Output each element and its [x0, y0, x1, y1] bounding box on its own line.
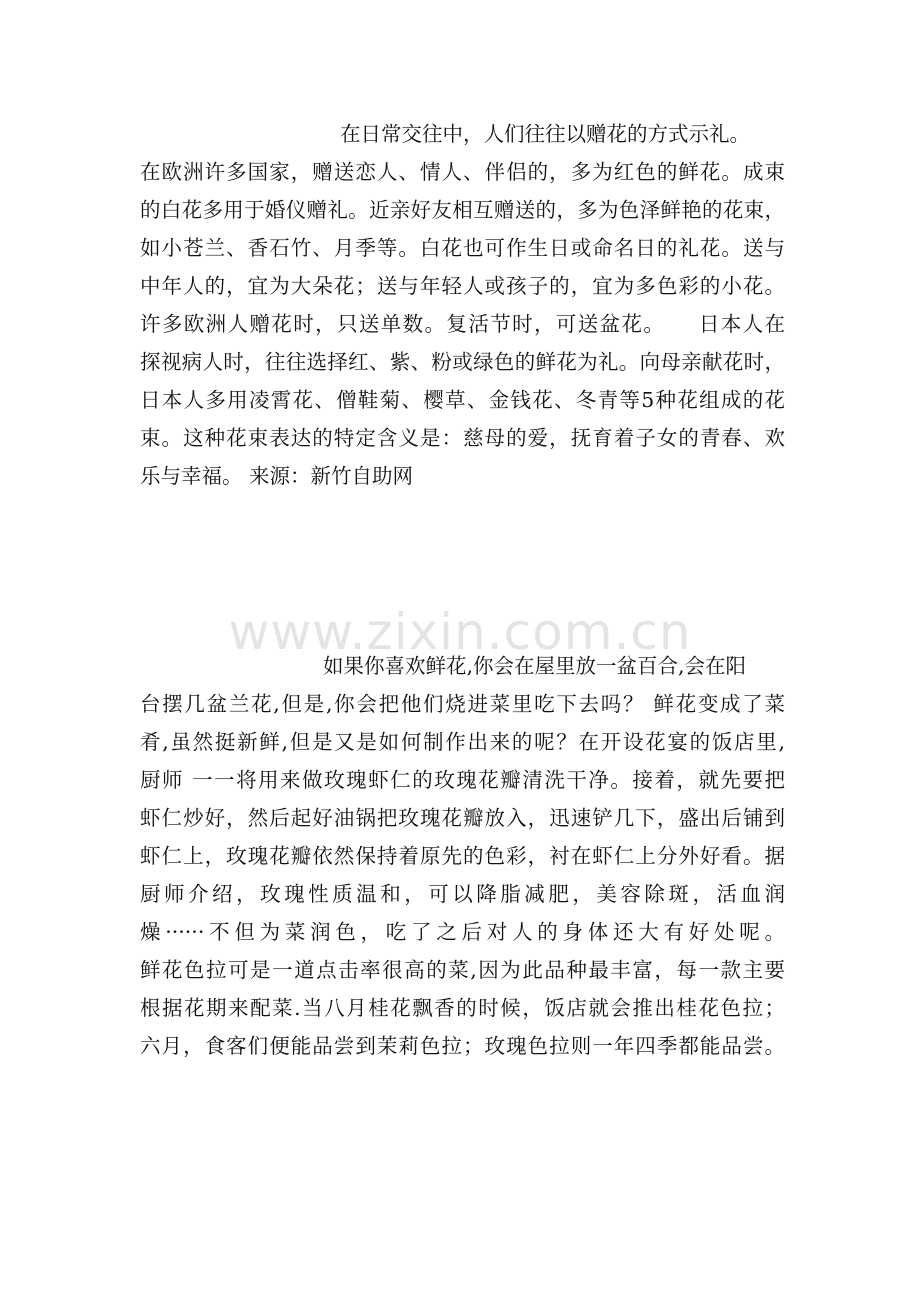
text-line: 厨师介绍，玫瑰性质温和，可以降脂减肥，美容除斑，活血润: [140, 882, 785, 906]
text-line: 探视病人时，往往选择红、紫、粉或绿色的鲜花为礼。向母亲献花时，: [140, 350, 785, 374]
text-line: 根据花期来配菜.当八月桂花飘香的时候，饭店就会推出桂花色拉；: [140, 996, 785, 1020]
paragraph-flower-gifting: [140, 115, 785, 495]
text-line: 虾仁上，玫瑰花瓣依然保持着原先的色彩，衬在虾仁上分外好看。据: [140, 844, 785, 868]
text-line: 厨师 一一将用来做玫瑰虾仁的玫瑰花瓣清洗干净。接着，就先要把: [140, 768, 785, 792]
text-line: 中年人的，宜为大朵花；送与年轻人或孩子的，宜为多色彩的小花。: [140, 274, 785, 298]
text-line: 许多欧洲人赠花时，只送单数。复活节时，可送盆花。 日本人在: [140, 312, 785, 336]
text-line: 虾仁炒好，然后起好油锅把玫瑰花瓣放入，迅速铲几下，盛出后铺到: [140, 806, 785, 830]
text-line: 燥······不但为菜润色，吃了之后对人的身体还大有好处呢。: [140, 920, 785, 944]
text-line: 在日常交往中，人们往往以赠花的方式示礼。: [340, 122, 750, 146]
text-line: 如果你喜欢鲜花,你会在屋里放一盆百合,会在阳: [323, 654, 747, 678]
text-line: 在欧洲许多国家，赠送恋人、情人、伴侣的，多为红色的鲜花。成束: [140, 160, 785, 184]
text-line: 乐与幸福。 来源：新竹自助网: [140, 464, 414, 488]
paragraph-flower-dishes: [140, 647, 785, 1065]
text-line: 如小苍兰、香石竹、月季等。白花也可作生日或命名日的礼花。送与: [140, 236, 785, 260]
text-line: 肴,虽然挺新鲜,但是又是如何制作出来的呢？在开设花宴的饭店里,: [140, 730, 785, 754]
text-line: 鲜花色拉可是一道点击率很高的菜,因为此品种最丰富，每一款主要: [140, 958, 785, 982]
text-line: 束。这种花束表达的特定含义是：慈母的爱，抚育着子女的青春、欢: [140, 426, 785, 450]
text-line: 的白花多用于婚仪赠礼。近亲好友相互赠送的，多为色泽鲜艳的花束，: [140, 198, 785, 222]
text-line: 台摆几盆兰花,但是,你会把他们烧进菜里吃下去吗？ 鲜花变成了菜: [140, 692, 785, 716]
text-line: 日本人多用凌霄花、僧鞋菊、樱草、金钱花、冬青等5种花组成的花: [140, 388, 785, 412]
text-line: 六月，食客们便能品尝到茉莉色拉；玫瑰色拉则一年四季都能品尝。: [140, 1034, 785, 1058]
watermark-text: www.zixin.com.cn: [228, 603, 692, 661]
